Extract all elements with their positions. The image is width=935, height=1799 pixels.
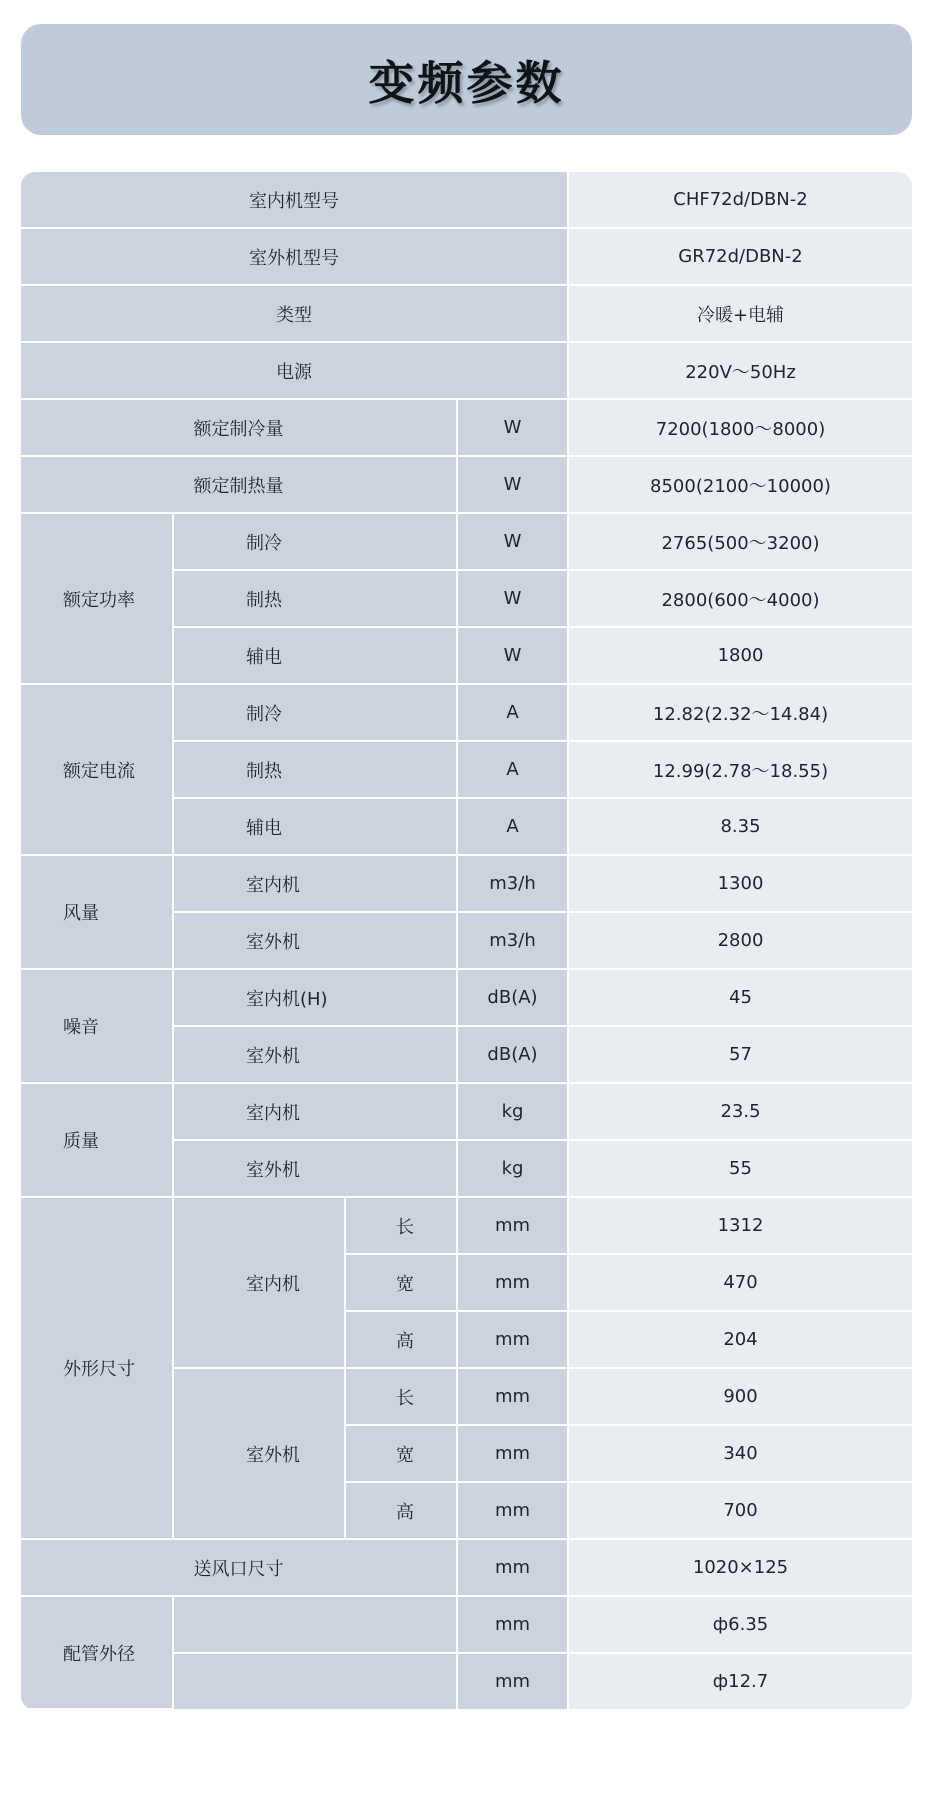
sub-label: 辅电 <box>173 627 457 684</box>
dimension-label: 长 <box>345 1197 457 1254</box>
row-label: 室外机型号 <box>21 228 568 285</box>
table-row <box>21 1596 912 1653</box>
row-value: 1020×125 <box>568 1539 912 1596</box>
row-unit: mm <box>457 1539 568 1596</box>
sub-label: 室外机 <box>173 1140 457 1197</box>
row-value: 7200(1800～8000) <box>568 399 912 456</box>
sub-label: 室内机 <box>173 855 457 912</box>
sub-label: 制冷 <box>173 513 457 570</box>
sub-group-label: 室外机 <box>173 1368 345 1539</box>
row-value: 2800(600～4000) <box>568 570 912 627</box>
row-value: 23.5 <box>568 1083 912 1140</box>
dimension-label: 高 <box>345 1311 457 1368</box>
table-row <box>21 513 912 570</box>
table-row <box>21 1197 912 1254</box>
row-value: 1312 <box>568 1197 912 1254</box>
row-value: CHF72d/DBN-2 <box>568 172 912 228</box>
row-value: ф6.35 <box>568 1596 912 1653</box>
row-value: 204 <box>568 1311 912 1368</box>
table-row <box>21 456 912 513</box>
row-unit: dB(A) <box>457 1026 568 1083</box>
row-label: 类型 <box>21 285 568 342</box>
sub-label: 制热 <box>173 570 457 627</box>
row-value: ф12.7 <box>568 1653 912 1709</box>
row-unit: mm <box>457 1653 568 1709</box>
row-unit: kg <box>457 1140 568 1197</box>
row-unit: mm <box>457 1254 568 1311</box>
row-value: 8.35 <box>568 798 912 855</box>
row-unit: mm <box>457 1425 568 1482</box>
sub-label: 室内机 <box>173 1083 457 1140</box>
row-unit: m3/h <box>457 912 568 969</box>
dimension-label: 宽 <box>345 1254 457 1311</box>
dimension-label: 宽 <box>345 1425 457 1482</box>
sub-group-label: 室内机 <box>173 1197 345 1368</box>
sub-label: 室外机 <box>173 912 457 969</box>
row-value: 57 <box>568 1026 912 1083</box>
page-title: 变频参数 <box>368 55 565 110</box>
sub-label: 辅电 <box>173 798 457 855</box>
row-unit: mm <box>457 1482 568 1539</box>
table-row <box>21 1539 912 1596</box>
row-label: 额定制热量 <box>21 456 457 513</box>
table-row <box>21 342 912 399</box>
group-label: 风量 <box>21 855 173 969</box>
row-value: 1300 <box>568 855 912 912</box>
row-value: 45 <box>568 969 912 1026</box>
sub-label: 制热 <box>173 741 457 798</box>
row-label: 电源 <box>21 342 568 399</box>
row-value: 340 <box>568 1425 912 1482</box>
row-unit: A <box>457 798 568 855</box>
row-unit: m3/h <box>457 855 568 912</box>
row-label: 送风口尺寸 <box>21 1539 457 1596</box>
row-unit: mm <box>457 1596 568 1653</box>
row-unit: W <box>457 456 568 513</box>
table-row <box>21 969 912 1026</box>
sub-label: 室外机 <box>173 1026 457 1083</box>
row-unit: W <box>457 627 568 684</box>
row-value: 2800 <box>568 912 912 969</box>
dimension-label: 高 <box>345 1482 457 1539</box>
group-label: 噪音 <box>21 969 173 1083</box>
group-label: 质量 <box>21 1083 173 1197</box>
group-label: 额定功率 <box>21 513 173 684</box>
group-label: 外形尺寸 <box>21 1197 173 1539</box>
row-unit: A <box>457 684 568 741</box>
row-value: 冷暖+电辅 <box>568 285 912 342</box>
row-unit: mm <box>457 1197 568 1254</box>
row-label: 额定制冷量 <box>21 399 457 456</box>
row-value: 12.82(2.32～14.84) <box>568 684 912 741</box>
table-row <box>21 228 912 285</box>
row-value: 8500(2100～10000) <box>568 456 912 513</box>
sub-label: 制冷 <box>173 684 457 741</box>
table-row <box>21 285 912 342</box>
row-unit: dB(A) <box>457 969 568 1026</box>
row-label: 室内机型号 <box>21 172 568 228</box>
sub-label: 室内机(H) <box>173 969 457 1026</box>
spec-table <box>21 172 912 1710</box>
table-row <box>21 855 912 912</box>
group-label: 额定电流 <box>21 684 173 855</box>
row-unit: W <box>457 399 568 456</box>
title-banner <box>21 24 912 135</box>
row-value: 900 <box>568 1368 912 1425</box>
row-value: 220V～50Hz <box>568 342 912 399</box>
row-unit: W <box>457 513 568 570</box>
row-value: 470 <box>568 1254 912 1311</box>
row-unit: A <box>457 741 568 798</box>
table-row <box>21 172 912 228</box>
row-unit: mm <box>457 1368 568 1425</box>
group-label: 配管外径 <box>21 1596 173 1709</box>
row-value: 1800 <box>568 627 912 684</box>
row-value: 2765(500～3200) <box>568 513 912 570</box>
row-value: 12.99(2.78～18.55) <box>568 741 912 798</box>
row-value: 700 <box>568 1482 912 1539</box>
empty-cell <box>173 1596 457 1653</box>
row-unit: W <box>457 570 568 627</box>
row-value: 55 <box>568 1140 912 1197</box>
table-row <box>21 399 912 456</box>
row-unit: kg <box>457 1083 568 1140</box>
dimension-label: 长 <box>345 1368 457 1425</box>
table-row <box>21 1083 912 1140</box>
empty-cell <box>173 1653 457 1709</box>
table-row <box>21 684 912 741</box>
row-value: GR72d/DBN-2 <box>568 228 912 285</box>
row-unit: mm <box>457 1311 568 1368</box>
